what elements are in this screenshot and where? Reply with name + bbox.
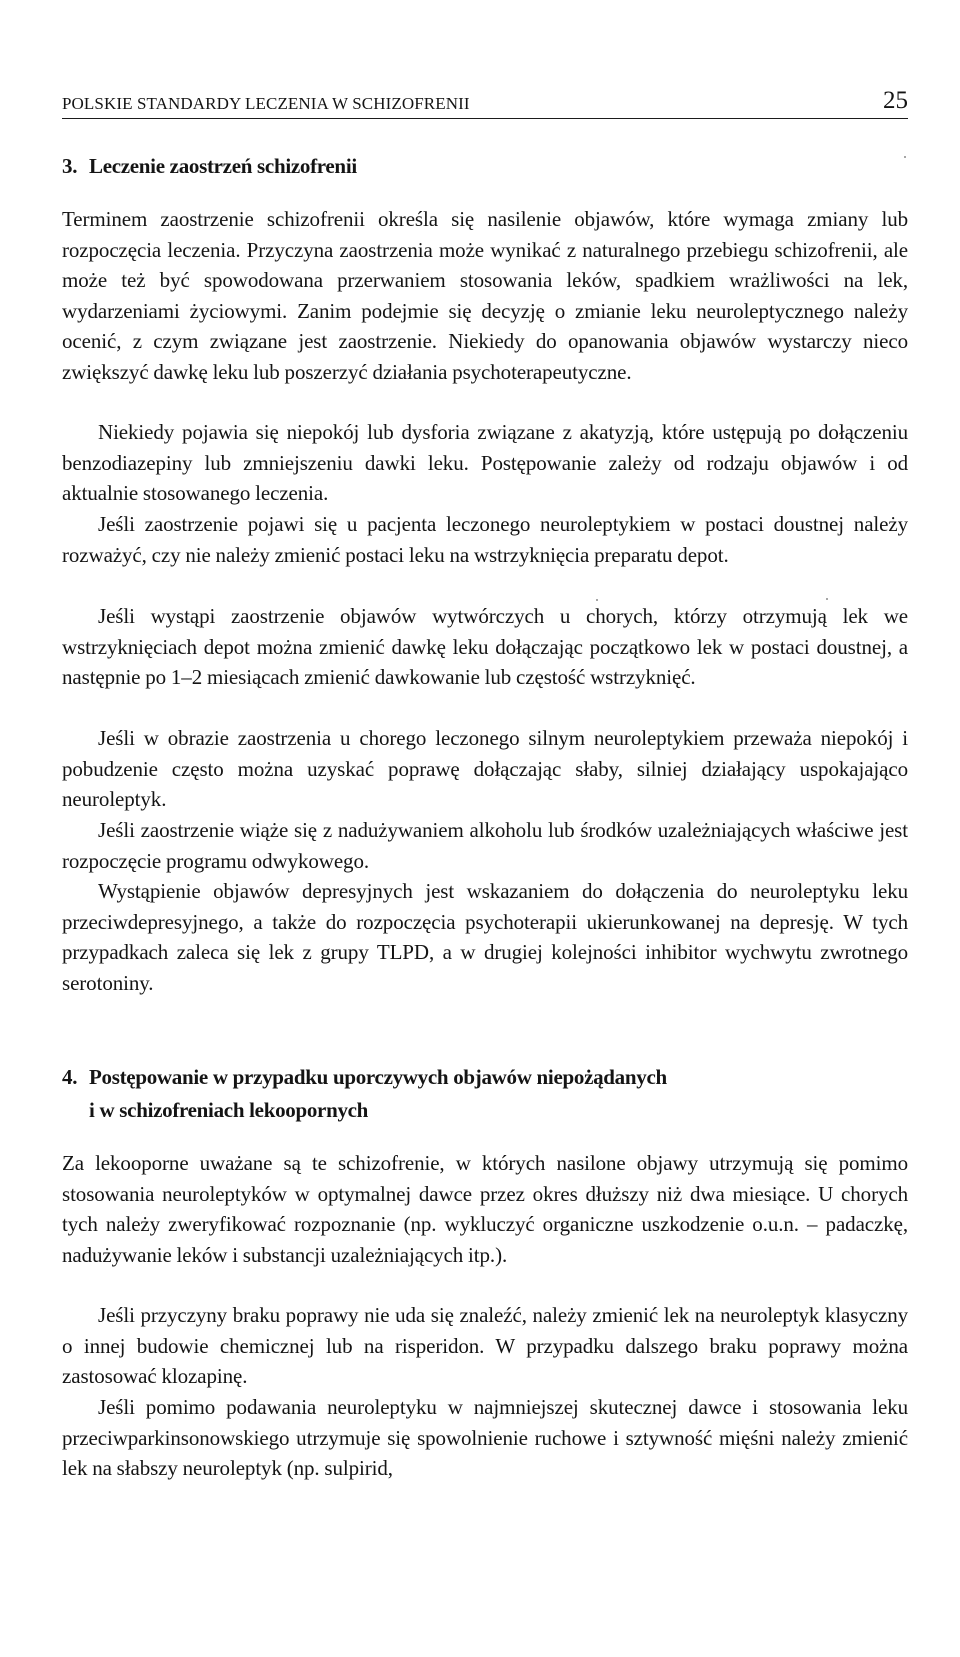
section-3-paragraph-5: Jeśli w obrazie zaostrzenia u chorego leczonego silnym neuroleptykiem przeważa niepokój i pobudzenie często można uzyskać poprawę dołączając słaby, silniej działający uspokajająco neuroleptyk. xyxy=(62,726,908,811)
section-4-number: 4. xyxy=(62,1065,78,1089)
scan-speck xyxy=(904,156,906,158)
running-title: POLSKIE STANDARDY LECZENIA W SCHIZOFRENII xyxy=(62,94,470,113)
section-4-paragraph-3: Jeśli pomimo podawania neuroleptyku w najmniejszej skutecznej dawce i stosowania leku przeciwparkinsonowskiego utrzymuje się spowolnienie ruchowe i sztywność mięśni należy zmienić lek na słabszy neuroleptyk (np. sulpirid, xyxy=(62,1395,908,1480)
section-4-paragraph-1: Za lekooporne uważane są te schizofrenie, w których nasilone objawy utrzymują się pomimo stosowania neuroleptyków w optymalnej dawce przez okres dłuższy niż dwa miesiące. U chorych tych należy zweryfikować rozpoznanie (np. wykluczyć organiczne uszkodzenie o.u.n. – padaczkę, nadużywanie leków i substancji uzależniających itp.). xyxy=(62,1151,908,1267)
header-rule xyxy=(62,118,908,119)
section-3-paragraph-2: Niekiedy pojawia się niepokój lub dysforia związane z akatyzją, które ustępują po dołączeniu benzodiazepiny lub zmniejszeniu dawki leku. Postępowanie zależy od rodzaju objawów i od aktualnie stosowanego leczenia. xyxy=(62,420,908,505)
section-3-paragraph-6: Jeśli zaostrzenie wiąże się z nadużywaniem alkoholu lub środków uzależniających właściwe jest rozpoczęcie programu odwykowego. xyxy=(62,818,908,873)
section-4-paragraph-2: Jeśli przyczyny braku poprawy nie uda się znaleźć, należy zmienić lek na neuroleptyk klasyczny o innej budowie chemicznej lub na risperidon. W przypadku dalszego braku poprawy można zastosować klozapinę. xyxy=(62,1303,908,1388)
running-header xyxy=(62,86,908,116)
section-3-heading xyxy=(62,150,908,183)
scan-speck xyxy=(826,598,828,600)
section-3-number: 3. xyxy=(62,154,78,178)
page-number: 25 xyxy=(883,87,908,114)
section-4-title-line-1: Postępowanie w przypadku uporczywych objawów niepożądanych xyxy=(89,1065,667,1089)
section-3-paragraph-1: Terminem zaostrzenie schizofrenii określa się nasilenie objawów, które wymaga zmiany lub rozpoczęcia leczenia. Przyczyna zaostrzenia może wynikać z naturalnego przebiegu schizofrenii, ale może też być spowodowana przerwaniem stosowania leków, spadkiem wrażliwości na lek, wydarzeniami życiowymi. Zanim podejmie się decyzję o zmianie leku neuroleptycznego należy ocenić, z czym związane jest zaostrzenie. Niekiedy do opanowania objawów wystarczy nieco zwiększyć dawkę leku lub poszerzyć działania psychoterapeutyczne. xyxy=(62,207,908,384)
section-4-title-line-2: i w schizofreniach lekoopornych xyxy=(89,1098,369,1122)
section-3-paragraph-4: Jeśli wystąpi zaostrzenie objawów wytwórczych u chorych, którzy otrzymują lek we wstrzyknięciach depot można zmienić dawkę leku dołączając początkowo lek w postaci doustnej, a następnie po 1–2 miesiącach zmienić dawkowanie lub częstość wstrzyknięć. xyxy=(62,604,908,689)
scan-speck xyxy=(596,599,598,601)
section-3-paragraph-7: Wystąpienie objawów depresyjnych jest wskazaniem do dołączenia do neuroleptyku leku przeciwdepresyjnego, a także do rozpoczęcia psychoterapii ukierunkowanej na depresję. W tych przypadkach zaleca się lek z grupy TLPD, a w drugiej kolejności inhibitor wychwytu zwrotnego serotoniny. xyxy=(62,879,908,995)
section-3-paragraph-3: Jeśli zaostrzenie pojawi się u pacjenta leczonego neuroleptykiem w postaci doustnej należy rozważyć, czy nie należy zmienić postaci leku na wstrzyknięcia preparatu depot. xyxy=(62,512,908,567)
section-4-heading xyxy=(62,1061,908,1127)
section-3-title: Leczenie zaostrzeń schizofrenii xyxy=(89,154,357,178)
